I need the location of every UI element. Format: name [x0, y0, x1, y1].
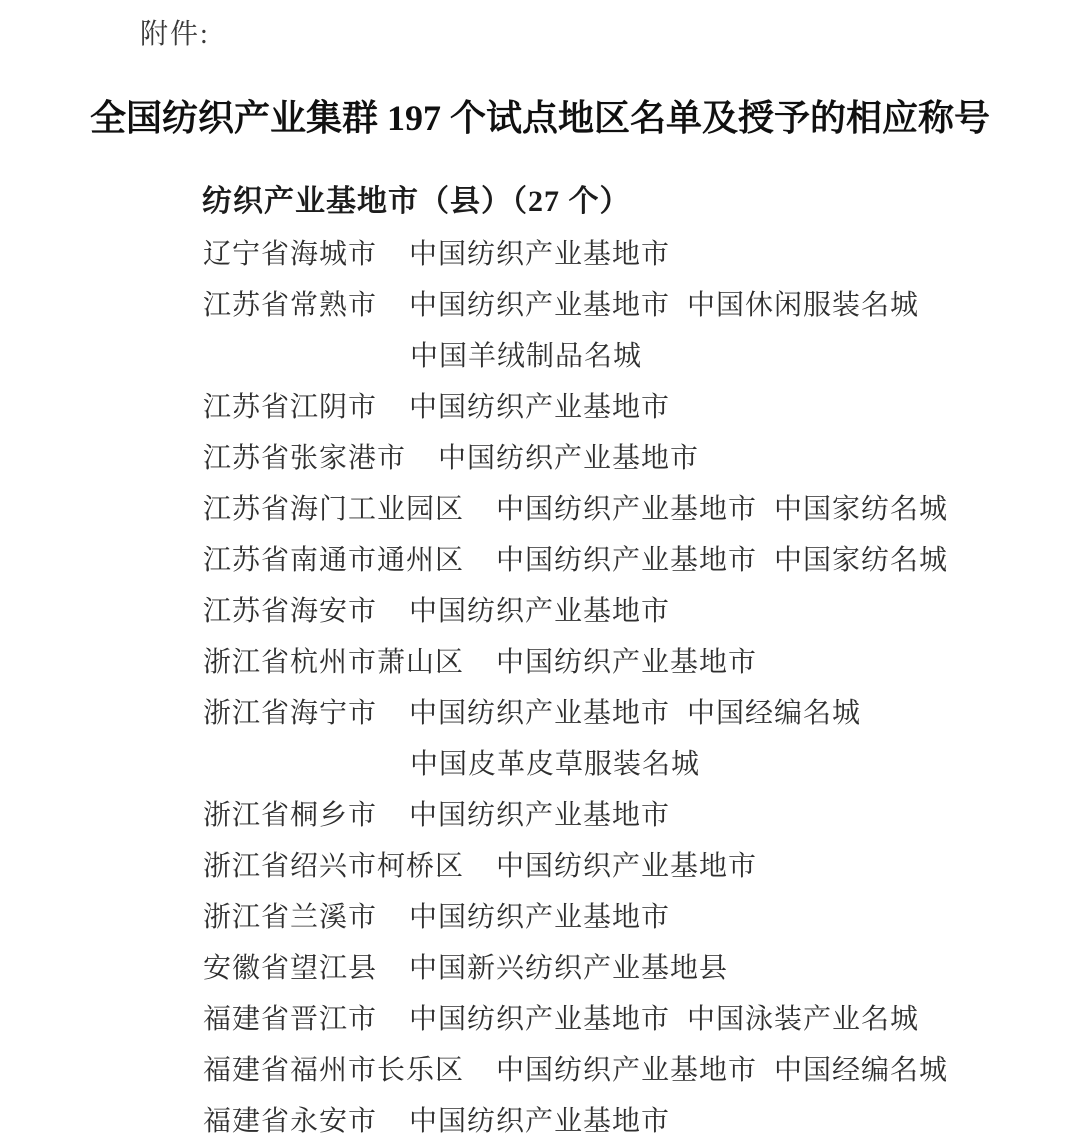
list-row: [203, 532, 1003, 583]
region-name: 浙江省绍兴市柯桥区: [203, 850, 465, 882]
list-row: [203, 634, 1003, 685]
honor-title: 中国纺织产业基地市: [409, 238, 671, 270]
region-name: 浙江省海宁市: [203, 697, 378, 729]
list-row: [203, 685, 1003, 736]
list-row-continuation: [203, 736, 1003, 787]
region-name: 浙江省杭州市萧山区: [203, 646, 465, 678]
honor-title: 中国经编名城: [687, 697, 862, 729]
honor-title: 中国纺织产业基地市: [409, 289, 671, 321]
list-row: [203, 889, 1003, 940]
region-list: [203, 226, 1003, 1140]
list-row: [203, 379, 1003, 430]
region-name: 福建省福州市长乐区: [203, 1054, 465, 1086]
list-row: [203, 1093, 1003, 1140]
honor-title: 中国纺织产业基地市: [496, 544, 758, 576]
region-name: 辽宁省海城市: [203, 238, 378, 270]
honor-title: 中国经编名城: [774, 1054, 949, 1086]
region-name: 福建省晋江市: [203, 1003, 378, 1035]
honor-title: 中国纺织产业基地市: [496, 493, 758, 525]
honor-title: 中国泳装产业名城: [687, 1003, 920, 1035]
honor-title: 中国纺织产业基地市: [409, 595, 671, 627]
region-name: 浙江省兰溪市: [203, 901, 378, 933]
list-row: [203, 481, 1003, 532]
honor-title: 中国家纺名城: [774, 493, 949, 525]
list-row: [203, 838, 1003, 889]
section-heading: 纺织产业基地市（县）（27 个）: [202, 185, 631, 218]
honor-title: 中国纺织产业基地市: [496, 646, 758, 678]
region-name: 江苏省张家港市: [203, 442, 407, 474]
list-row: [203, 430, 1003, 481]
honor-title: 中国纺织产业基地市: [409, 1003, 671, 1035]
attachment-label: 附件:: [140, 19, 210, 50]
honor-title: 中国纺织产业基地市: [438, 442, 700, 474]
list-row: [203, 226, 1003, 277]
list-row: [203, 583, 1003, 634]
page-title: 全国纺织产业集群 197 个试点地区名单及授予的相应称号: [89, 98, 990, 138]
list-row: [203, 277, 1003, 328]
list-row: [203, 1042, 1003, 1093]
honor-title: 中国纺织产业基地市: [409, 1105, 671, 1137]
region-name: 福建省永安市: [203, 1105, 378, 1137]
honor-title: 中国家纺名城: [774, 544, 949, 576]
honor-title: 中国羊绒制品名城: [410, 340, 643, 372]
list-row: [203, 991, 1003, 1042]
honor-title: 中国纺织产业基地市: [409, 901, 671, 933]
region-name: 江苏省江阴市: [203, 391, 378, 423]
region-name: 江苏省常熟市: [203, 289, 378, 321]
honor-title: 中国纺织产业基地市: [496, 850, 758, 882]
honor-title: 中国新兴纺织产业基地县: [409, 952, 729, 984]
region-name: 江苏省南通市通州区: [203, 544, 465, 576]
honor-title: 中国纺织产业基地市: [409, 799, 671, 831]
region-name: 安徽省望江县: [203, 952, 378, 984]
region-name: 浙江省桐乡市: [203, 799, 378, 831]
list-row: [203, 787, 1003, 838]
honor-title: 中国皮革皮草服装名城: [410, 748, 701, 780]
honor-title: 中国纺织产业基地市: [409, 697, 671, 729]
honor-title: 中国纺织产业基地市: [409, 391, 671, 423]
list-row: [203, 940, 1003, 991]
honor-title: 中国纺织产业基地市: [496, 1054, 758, 1086]
honor-title: 中国休闲服装名城: [687, 289, 920, 321]
region-name: 江苏省海安市: [203, 595, 378, 627]
list-row-continuation: [203, 328, 1003, 379]
region-name: 江苏省海门工业园区: [203, 493, 465, 525]
